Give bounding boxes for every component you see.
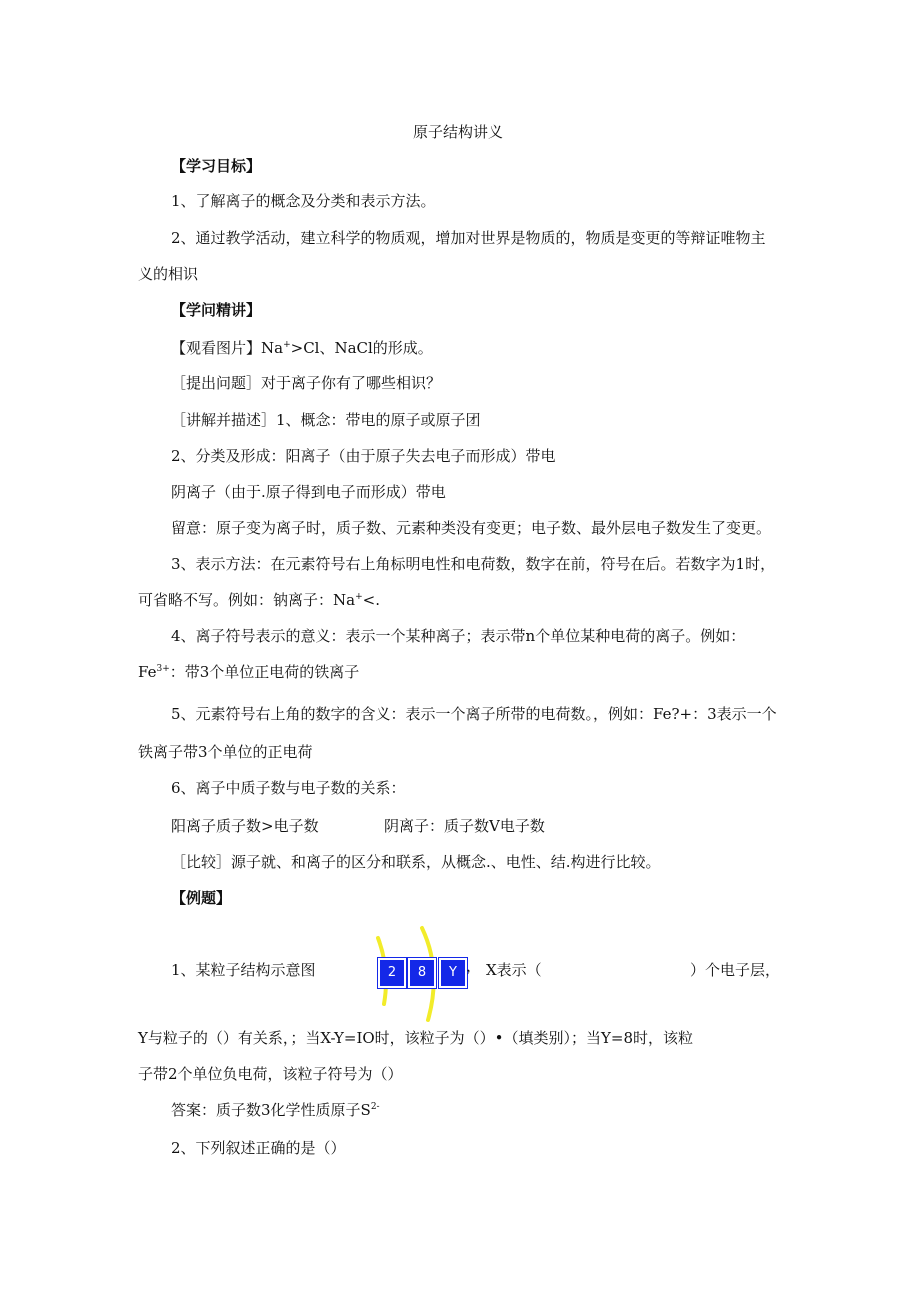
notation-line-1: 3、表示方法：在元素符号右上角标明电性和电荷数，数字在前，符号在后。若数字为1时， [171,555,776,573]
particle-structure-diagram [372,924,468,1024]
example-2-line: 2、下列叙述正确的是（） [171,1139,346,1157]
page-title: 原子结构讲义 [413,123,504,141]
note-line: 留意：原子变为离子时，质子数、元素种类没有变更；电子数、最外层电子数发生了变更。 [171,519,772,537]
section-heading-lecture: 【学问精讲】 [171,301,262,319]
symbol-meaning-line-1: 4、离子符号表示的意义：表示一个某种离子；表示带n个单位某种电荷的离子。例如： [171,627,746,645]
objective-item-2-continued: 义的相识 [138,265,199,283]
shell-box-8: 8 [408,958,436,988]
classification-line: 2、分类及形成：阳离子（由于原子失去电子而形成）带电 [171,447,556,465]
symbol-meaning-line-2: $Fe^{3+}$：带3个单位正电荷的铁离子 [138,663,360,681]
notation-line-2: 可省略不写。例如：钠离子：Na+<. [138,591,380,609]
explain-concept-line: ［讲解并描述］1、概念：带电的原子或原子团 [171,411,481,429]
objective-item-2: 2、通过教学活动，建立科学的物质观，增加对世界是物质的，物质是变更的等辩证唯物主 [171,229,766,247]
anion-formation-line: 阴离子（由于.原子得到电子而形成）带电 [171,483,446,501]
example-1-comma: ， [466,957,482,975]
observe-picture-line: 【观看图片】Na+>Cl、NaCl的形成。 [171,339,433,357]
example-1-lead: 1、某粒子结构示意图 [171,961,316,979]
section-heading-objectives: 【学习目标】 [171,157,262,175]
cation-relation: 阳离子质子数>电子数 [171,817,319,835]
objective-item-1: 1、了解离子的概念及分类和表示方法。 [171,192,436,210]
question-line: ［提出问题］对于离子你有了哪些相识？ [171,374,442,392]
shell-box-y: Y [439,958,467,988]
shell-box-2: 2 [378,958,406,988]
section-heading-examples: 【例题】 [171,889,232,907]
example-1-line-2: Y与粒子的（）有关系，；当X-Y=IO时，该粒子为（）•（填类别）；当Y=8时，该粒 [138,1029,694,1047]
superscript-meaning-line-1: 5、元素符号右上角的数字的含义：表示一个离子所带的电荷数。，例如：Fe?+：3表示一个 [171,705,777,723]
example-1-x-description: X表示（ [486,961,542,979]
proton-electron-relation-line: 6、离子中质子数与电子数的关系： [171,779,406,797]
example-1-line-3: 子带2个单位负电荷，该粒子符号为（） [138,1065,403,1083]
example-1-answer: 答案：质子数3化学性质原子$S^{2-}$ [171,1101,380,1119]
compare-line: ［比较］源子就、和离子的区分和联系，从概念.、电性、结.构进行比较。 [171,853,661,871]
anion-relation: 阴离子：质子数V电子数 [384,817,545,835]
superscript-meaning-line-2: 铁离子带3个单位的正电荷 [138,743,313,761]
example-1-x-tail: ）个电子层， [690,961,781,979]
